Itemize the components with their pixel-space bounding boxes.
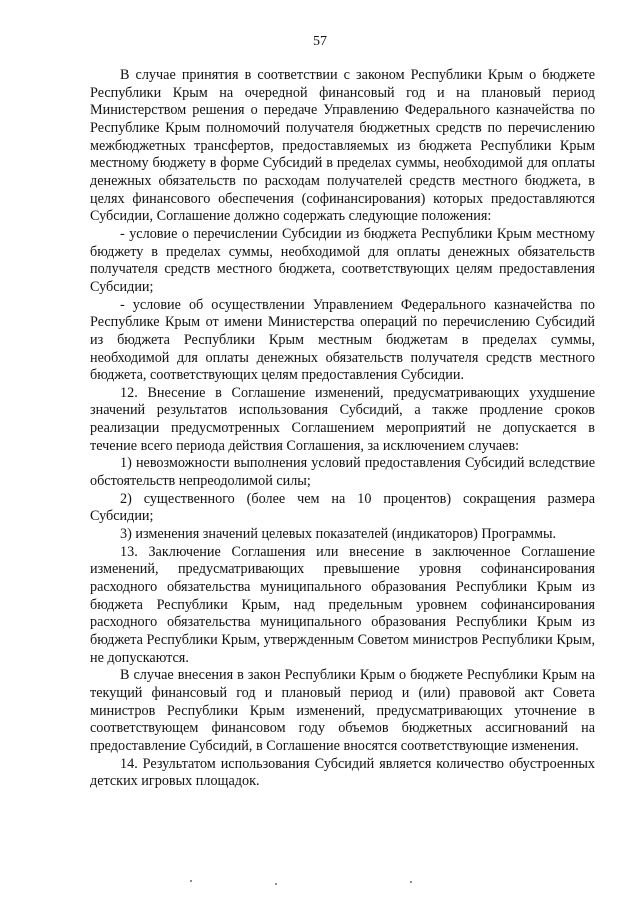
paragraph-case-2: 2) существенного (более чем на 10 процентов) сокращения размера Субсидии; <box>90 490 595 525</box>
paragraph-condition-transfer: - условие о перечислении Субсидии из бюджета Республики Крым местному бюджету в пределах суммы, необходимой для оплаты денежных обязательств получателя средств местного бюджета, соответствующих целям предоставления Субсидии; <box>90 225 595 295</box>
scan-dot <box>410 881 412 883</box>
scan-marks <box>180 878 480 888</box>
paragraph-case-1: 1) невозможности выполнения условий предоставления Субсидий вследствие обстоятельств непреодолимой силы; <box>90 455 595 490</box>
paragraph-budget-amendment: В случае внесения в закон Республики Крым о бюджете Республики Крым на текущий финансовый год и плановый период и (или) правовой акт Совета министров Республики Крым изменений, предусматривающих уточнение в соответствующем финансовом году объемов бюджетных ассигнований на предоставление Субсидий, в Соглашение вносятся соответствующие изменения. <box>90 667 595 754</box>
paragraph-treasury-transfer: В случае принятия в соответствии с законом Республики Крым о бюджете Республики Крым на очередной финансовый год и на плановый период Министерством решения о передаче Управлению Федерального казначейства по Республике Крым полномочий получателя бюджетных средств по перечислению межбюджетных трансфертов, предоставляемых из бюджета Республики Крым местному бюджету в форме Субсидий в пределах суммы, необходимой для оплаты денежных обязательств по расходам получателей средств местного бюджета, в целях финансового обеспечения (софинансирования) которых предоставляются Субсидии, Соглашение должно содержать следующие положения: <box>90 67 595 225</box>
paragraph-case-3: 3) изменения значений целевых показателей (индикаторов) Программы. <box>120 526 557 543</box>
paragraph-item-14: 14. Результатом использования Субсидий является количество обустроенных детских игровых площадок. <box>90 755 595 790</box>
scan-dot <box>190 880 192 882</box>
document-body <box>90 67 595 791</box>
scan-dot <box>275 883 277 885</box>
paragraph-item-13: 13. Заключение Соглашения или внесение в заключенное Соглашение изменений, предусматривающих превышение уровня софинансирования расходного обязательства муниципального образования Республики Крым из бюджета Республики Крым, над предельным уровнем софинансирования расходного обязательства муниципального образования Республики Крым из бюджета Республики Крым, утвержденным Советом министров Республики Крым, не допускаются. <box>90 543 595 666</box>
paragraph-condition-treasury-operations: - условие об осуществлении Управлением Федерального казначейства по Республике Крым от имени Министерства операций по перечислению Субсидий из бюджета Республики Крым местным бюджетам в пределах суммы, необходимой для оплаты денежных обязательств получателя средств местного бюджета, соответствующих целям предоставления Субсидии. <box>90 296 595 384</box>
paragraph-item-12: 12. Внесение в Соглашение изменений, предусматривающих ухудшение значений результатов использования Субсидий, а также продление сроков реализации предусмотренных Соглашением мероприятий не допускается в течение всего периода действия Соглашения, за исключением случаев: <box>90 384 595 454</box>
page-number: 57 <box>313 34 327 49</box>
